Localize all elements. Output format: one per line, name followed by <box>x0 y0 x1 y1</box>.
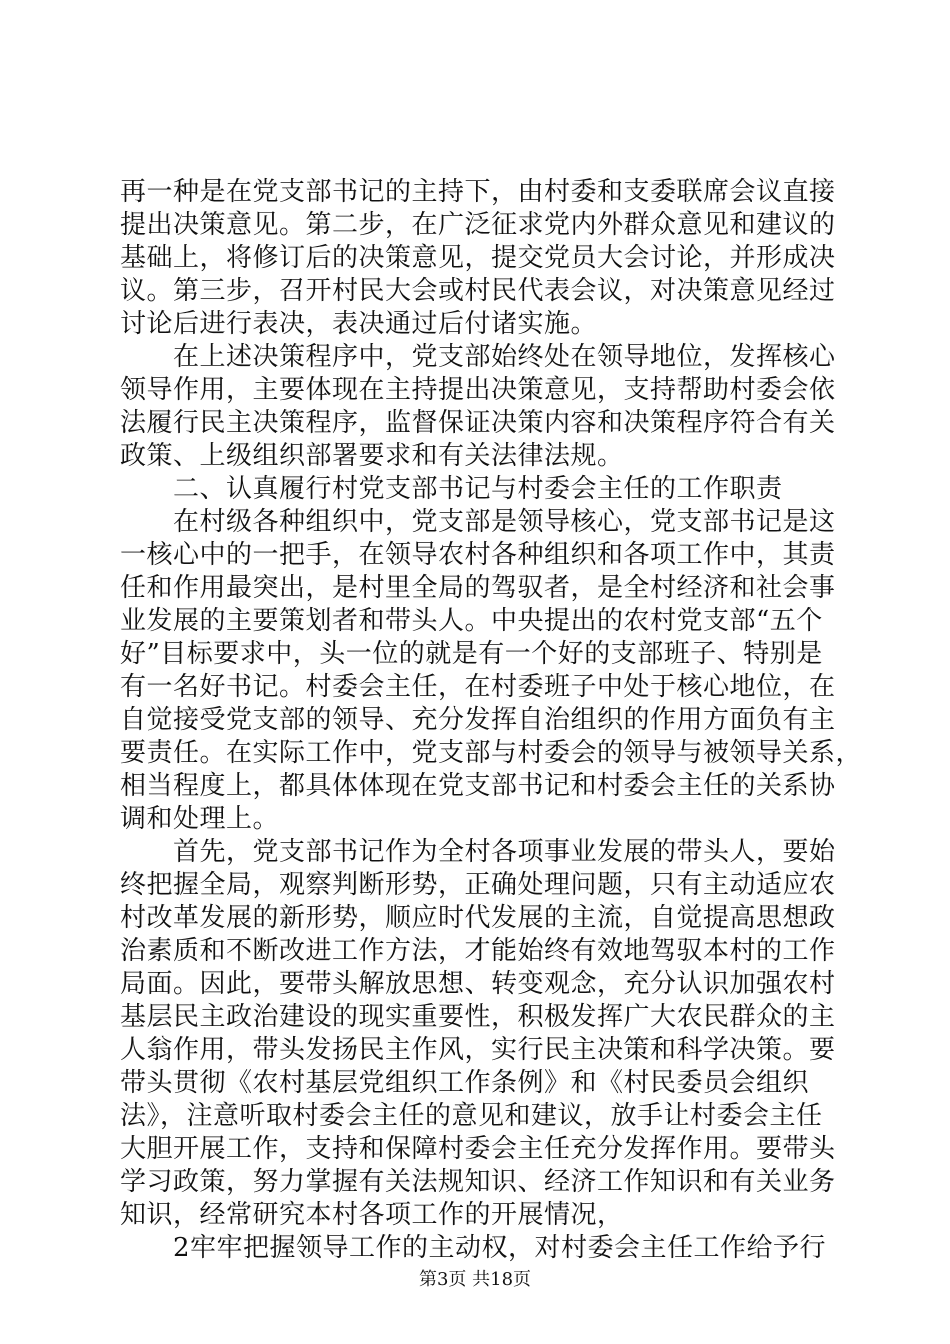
body-text-line: 局面。因此，要带头解放思想、转变观念，充分认识加强农村 <box>120 969 836 999</box>
body-text-line: 带头贯彻《农村基层党组织工作条例》和《村民委员会组织 <box>120 1068 810 1098</box>
body-text-line: 自觉接受党支部的领导、充分发挥自治组织的作用方面负有主 <box>120 705 836 735</box>
body-text-line: 政策、上级组织部署要求和有关法律法规。 <box>120 441 624 471</box>
body-text-line: 终把握全局，观察判断形势，正确处理问题，只有主动适应农 <box>120 870 836 900</box>
body-text-line: 知识，经常研究本村各项工作的开展情况， <box>120 1200 624 1230</box>
body-text-line: 相当程度上，都具体体现在党支部书记和村委会主任的关系协 <box>120 771 836 801</box>
body-text-line: 讨论后进行表决，表决通过后付诸实施。 <box>120 309 598 339</box>
body-text-line: 法履行民主决策程序，监督保证决策内容和决策程序符合有关 <box>120 408 836 438</box>
body-text-line: 议。第三步，召开村民大会或村民代表会议，对决策意见经过 <box>120 276 836 306</box>
body-text-line: 业发展的主要策划者和带头人。中央提出的农村党支部“五个 <box>120 606 823 636</box>
body-text-line: 一核心中的一把手，在领导农村各种组织和各项工作中，其责 <box>120 540 836 570</box>
body-text-line: 2牢牢把握领导工作的主动权，对村委会主任工作给予行 <box>120 1233 827 1263</box>
body-text-line: 人翁作用，带头发扬民主作风，实行民主决策和科学决策。要 <box>120 1035 836 1065</box>
body-text-line: 在村级各种组织中，党支部是领导核心，党支部书记是这 <box>120 507 836 537</box>
body-text-line: 学习政策，努力掌握有关法规知识、经济工作知识和有关业务 <box>120 1167 836 1197</box>
body-text-line: 治素质和不断改进工作方法，才能始终有效地驾驭本村的工作 <box>120 936 836 966</box>
body-text-line: 任和作用最突出，是村里全局的驾驭者，是全村经济和社会事 <box>120 573 836 603</box>
body-text-line: 基础上，将修订后的决策意见，提交党员大会讨论，并形成决 <box>120 243 836 273</box>
body-text-line: 领导作用，主要体现在主持提出决策意见，支持帮助村委会依 <box>120 375 836 405</box>
body-text-line: 要责任。在实际工作中，党支部与村委会的领导与被领导关系， <box>120 738 863 768</box>
page-number-footer: 第3页 共18页 <box>418 1269 532 1290</box>
body-text-line: 再一种是在党支部书记的主持下，由村委和支委联席会议直接 <box>120 177 836 207</box>
body-text-line: 村改革发展的新形势，顺应时代发展的主流，自觉提高思想政 <box>120 903 836 933</box>
body-text-line: 首先，党支部书记作为全村各项事业发展的带头人，要始 <box>120 837 836 867</box>
body-text-line: 法》，注意听取村委会主任的意见和建议，放手让村委会主任 <box>120 1101 823 1131</box>
body-text-line: 在上述决策程序中，党支部始终处在领导地位，发挥核心 <box>120 342 836 372</box>
body-text-line: 有一名好书记。村委会主任，在村委班子中处于核心地位，在 <box>120 672 836 702</box>
body-text-line: 基层民主政治建设的现实重要性，积极发挥广大农民群众的主 <box>120 1002 836 1032</box>
body-text-line: 大胆开展工作，支持和保障村委会主任充分发挥作用。要带头 <box>120 1134 836 1164</box>
body-text-line: 调和处理上。 <box>120 804 280 834</box>
body-text-line: 好”目标要求中，头一位的就是有一个好的支部班子、特别是 <box>120 639 823 669</box>
body-text-line: 提出决策意见。第二步，在广泛征求党内外群众意见和建议的 <box>120 210 836 240</box>
section-heading: 二、认真履行村党支部书记与村委会主任的工作职责 <box>120 474 783 504</box>
